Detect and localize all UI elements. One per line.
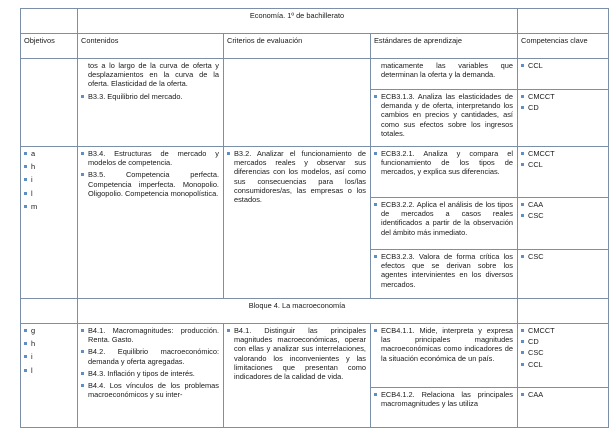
title-spacer-cell <box>21 9 78 34</box>
estandar-cell <box>371 198 518 250</box>
estandar-cell <box>371 147 518 198</box>
contenidos-cell <box>78 324 224 428</box>
table-row <box>21 59 609 90</box>
objetivo-item: h <box>24 162 73 171</box>
contenido-item: B3.3. Equilibrio del mercado. <box>81 92 219 101</box>
competencia-item: CMCCT <box>521 326 604 335</box>
objetivo-item: m <box>24 202 73 211</box>
competencia-item: CSC <box>521 211 604 220</box>
competencia-item: CCL <box>521 160 604 169</box>
objetivos-cell <box>21 147 78 299</box>
estandar-cell <box>371 59 518 90</box>
criterio-item: B4.1. Distinguir las principales magnitudes macroeconómicas, operar con ellas y analizar sus interrelaciones, valorando los inconvenientes y las limitaciones que presentan como indicadores de la calidad de vida. <box>227 326 366 381</box>
objetivos-cell <box>21 324 78 428</box>
contenidos-cell <box>78 147 224 299</box>
estandar-item: ECB3.2.2. Aplica el análisis de los tipos de mercados a casos reales identificados a partir de la observación del ámbito más inmediato. <box>374 200 513 237</box>
estandar-cell <box>371 324 518 388</box>
section-title: Economía. 1º de bachillerato <box>78 9 518 34</box>
title-spacer-cell <box>518 299 609 324</box>
header-criterios: Criterios de evaluación <box>224 34 371 59</box>
estandar-item: ECB3.1.3. Analiza las elasticidades de demanda y de oferta, interpretando los cambios en precios y cantidades, así como sus efectos sobre los ingresos totales. <box>374 92 513 138</box>
criterios-cell <box>224 324 371 428</box>
objetivo-item: l <box>24 189 73 198</box>
objetivo-item: i <box>24 175 73 184</box>
section-title: Bloque 4. La macroeconomía <box>78 299 518 324</box>
competencias-cell <box>518 324 609 388</box>
competencia-item: CAA <box>521 200 604 209</box>
estandar-item: ECB3.2.3. Valora de forma crítica los efectos que se derivan sobre los agentes intervinientes en los diversos mercados. <box>374 252 513 289</box>
title-spacer-cell <box>518 9 609 34</box>
competencias-cell <box>518 388 609 428</box>
estandar-cell <box>371 90 518 147</box>
contenido-item: B4.1. Macromagnitudes: producción. Renta. Gasto. <box>81 326 219 344</box>
contenido-item: B3.4. Estructuras de mercado y modelos de competencia. <box>81 149 219 167</box>
contenido-item: B3.5. Competencia perfecta. Competencia imperfecta. Monopolio. Oligopolio. Competencia monopolística. <box>81 170 219 198</box>
competencias-cell <box>518 90 609 147</box>
estandar-item: maticamente las variables que determinan la oferta y la demanda. <box>381 61 513 80</box>
competencia-item: CAA <box>521 390 604 399</box>
curriculum-table <box>20 8 609 428</box>
competencia-item: CMCCT <box>521 92 604 101</box>
competencia-item: CCL <box>521 61 604 70</box>
competencia-item: CMCCT <box>521 149 604 158</box>
criterios-cell <box>224 147 371 299</box>
header-objetivos: Objetivos <box>21 34 78 59</box>
objetivo-item: l <box>24 366 73 375</box>
competencia-item: CD <box>521 337 604 346</box>
competencia-item: CSC <box>521 252 604 261</box>
criterios-cell <box>224 59 371 147</box>
estandar-item: ECB4.1.1. Mide, interpreta y expresa las principales magnitudes macroeconómicas como indicadores de la situación económica de un país. <box>374 326 513 363</box>
objetivo-item: h <box>24 339 73 348</box>
competencias-cell <box>518 198 609 250</box>
estandar-item: ECB3.2.1. Analiza y compara el funcionamiento de los tipos de mercados, y explica sus diferencias. <box>374 149 513 177</box>
header-contenidos: Contenidos <box>78 34 224 59</box>
objetivo-item: a <box>24 149 73 158</box>
contenido-item: B4.4. Los vínculos de los problemas macroeconómicos y su inter- <box>81 381 219 399</box>
estandar-cell <box>371 388 518 428</box>
contenido-item: tos a lo largo de la curva de oferta y desplazamientos en la curva de la oferta. Elasticidad de la oferta. <box>88 61 219 89</box>
competencia-item: CSC <box>521 348 604 357</box>
table-row <box>21 147 609 198</box>
criterio-item: B3.2. Analizar el funcionamiento de mercados reales y observar sus diferencias con los modelos, así como sus consecuencias para los/las consumidores/as, las empresas o los estados. <box>227 149 366 204</box>
objetivo-item: g <box>24 326 73 335</box>
contenidos-cell <box>78 59 224 147</box>
competencias-cell <box>518 59 609 90</box>
contenido-item: B4.3. Inflación y tipos de interés. <box>81 369 219 378</box>
competencias-cell <box>518 147 609 198</box>
competencia-item: CD <box>521 103 604 112</box>
objetivos-cell <box>21 59 78 147</box>
competencias-cell <box>518 250 609 299</box>
estandar-item: ECB4.1.2. Relaciona las principales macromagnitudes y las utiliza <box>374 390 513 408</box>
header-estandares: Estándares de aprendizaje <box>371 34 518 59</box>
estandar-cell <box>371 250 518 299</box>
header-competencias: Competencias clave <box>518 34 609 59</box>
objetivo-item: i <box>24 352 73 361</box>
contenido-item: B4.2. Equilibrio macroeconómico: demanda y oferta agregadas. <box>81 347 219 365</box>
competencia-item: CCL <box>521 360 604 369</box>
table-row <box>21 324 609 388</box>
title-spacer-cell <box>21 299 78 324</box>
